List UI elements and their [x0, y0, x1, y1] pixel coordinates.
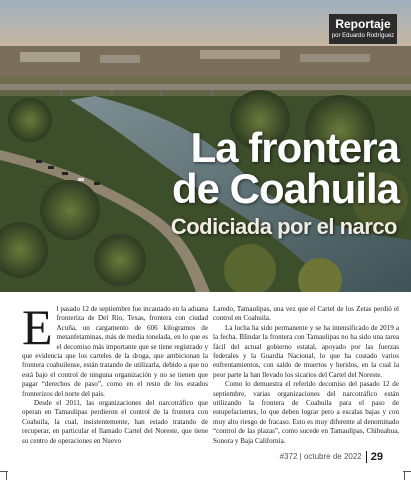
section-tag-label: Reportaje [335, 17, 391, 31]
paragraph: l pasado 12 de septiembre fue incautado en la aduana fronteriza de Del Río, Texas, frontera con ciudad Acuña, un cargamento de 606 kilogramos de metanfetaminas, más de media tonelada, en lo que es el decomiso más importante que se tiene registrado y que evidencia que los carteles de la droga, que ambicionan la frontera coahuilense, están tratando de utilizarla, debido a que no está bajo el control de ninguna organización y no se tienen que pagar “derechos de paso”, como en el resto de los estados fronterizos del norte del país. [22, 305, 208, 398]
headline-line-2: de Coahuila [171, 165, 399, 212]
issue-info: #372 | octubre de 2022 [279, 452, 362, 461]
subtitle: Codiciada por el narco [170, 214, 397, 239]
article-column-right [213, 305, 399, 446]
page-footer [280, 451, 383, 463]
paragraph: La lucha ha sido permanente y se ha intensificado de 2019 a la fecha. Blindar la frontera con Tamaulipas no ha sido una tarea fácil del actual gobierno estatal, apoyado por las fuerzas federales y la Guardia Nacional, lo que ha costado varios enfrentamientos, con saldo de muertos y heridos, en la cual la peor parte la han llevado los sicarios del Cartel del Noreste. [213, 323, 399, 379]
section-tag [329, 14, 397, 44]
crop-mark [6, 472, 7, 480]
author-byline: por Eduardo Rodríguez [331, 33, 395, 39]
page-number: 29 [366, 451, 383, 463]
paragraph: Desde el 2011, las organizaciones del narcotráfico que operan en Tamaulipas perdieron el control de la frontera con Coahuila, la cual, insistentemente, han estado tratando de recuperar, en particular el llamado Cartel del Noreste, que tiene su centro de operaciones en Nuevo [22, 399, 208, 445]
drop-cap: E [22, 299, 53, 355]
headline-line-1: La frontera [190, 124, 399, 171]
paragraph: Como lo demuestra el referido decomiso del pasado 12 de septiembre, varias organizaciones del narcotráfico están utilizando la frontera de Coahuila para el paso de estupefacientes, lo que deben lograr pero a escalas bajas y con muy alto riesgo de fracaso. Esto es muy diferente al denominado “control de las plazas”, como sucede en Tamaulipas, Chihuahua, Sonora y Baja California. [213, 380, 399, 445]
article-column-left [22, 299, 208, 446]
paragraph: Laredo, Tamaulipas, una vez que el Cartel de los Zetas perdió el control en Coahuila. [213, 305, 399, 323]
crop-mark [404, 472, 405, 480]
